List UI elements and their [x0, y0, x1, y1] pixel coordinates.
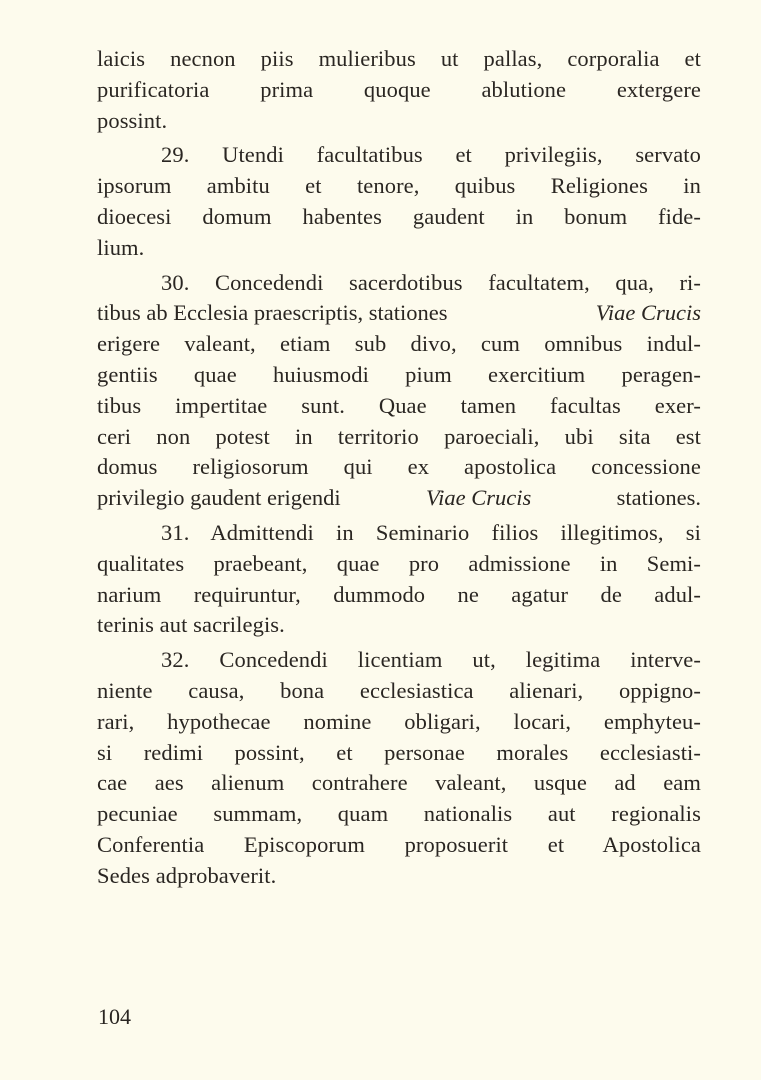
- text-line: niente causa, bona ecclesiastica alienari, oppigno-: [97, 677, 701, 703]
- text-line: Sedes adprobaverit.: [97, 862, 277, 888]
- paragraph-continuation: [97, 44, 701, 136]
- text-line: terinis aut sacrilegis.: [97, 612, 285, 638]
- text-line: gentiis quae huiusmodi pium exercitium peragen-: [97, 361, 701, 387]
- paragraph-32: [97, 645, 701, 891]
- text-line: 29. Utendi facultatibus et privilegiis, servato: [161, 142, 701, 168]
- text-line: 32. Concedendi licentiam ut, legitima interve-: [161, 647, 701, 673]
- paragraph-29: [97, 140, 701, 263]
- paragraph-30: [97, 268, 701, 514]
- text-line: tibus impertitae sunt. Quae tamen facultas exer-: [97, 392, 701, 418]
- text-line: possint.: [97, 107, 168, 133]
- text-segment: stationes.: [616, 485, 701, 511]
- text-line: 31. Admittendi in Seminario filios illegitimos, si: [161, 519, 701, 545]
- text-line: purificatoria prima quoque ablutione extergere: [97, 76, 701, 102]
- text-line: 30. Concedendi sacerdotibus facultatem, qua, ri-: [161, 269, 701, 295]
- text-line: erigere valeant, etiam sub divo, cum omnibus indul-: [97, 331, 701, 357]
- text-line: ipsorum ambitu et tenore, quibus Religiones in: [97, 173, 701, 199]
- page-number: 104: [98, 1004, 131, 1029]
- text-segment: privilegio gaudent erigendi: [97, 485, 341, 511]
- text-line: narium requiruntur, dummodo ne agatur de adul-: [97, 581, 701, 607]
- text-line: dioecesi domum habentes gaudent in bonum fide-: [97, 203, 701, 229]
- italic-term: Viae Crucis: [595, 300, 701, 326]
- italic-term: Viae Crucis: [426, 485, 532, 511]
- text-line: Conferentia Episcoporum proposuerit et Apostolica: [97, 831, 701, 857]
- text-line: domus religiosorum qui ex apostolica concessione: [97, 454, 701, 480]
- text-segment: tibus ab Ecclesia praescriptis, stationes: [97, 300, 448, 326]
- text-line: pecuniae summam, quam nationalis aut regionalis: [97, 801, 701, 827]
- book-page: [97, 44, 701, 896]
- text-line: cae aes alienum contrahere valeant, usque ad eam: [97, 770, 701, 796]
- text-line: [97, 298, 701, 329]
- paragraph-31: [97, 518, 701, 641]
- text-line: qualitates praebeant, quae pro admissione in Semi-: [97, 550, 701, 576]
- text-line: laicis necnon piis mulieribus ut pallas, corporalia et: [97, 46, 701, 71]
- text-line: rari, hypothecae nomine obligari, locari, emphyteu-: [97, 708, 701, 734]
- text-line: ceri non potest in territorio paroeciali, ubi sita est: [97, 423, 701, 449]
- text-line: lium.: [97, 234, 145, 260]
- text-line: [97, 483, 701, 514]
- text-line: si redimi possint, et personae morales ecclesiasti-: [97, 739, 701, 765]
